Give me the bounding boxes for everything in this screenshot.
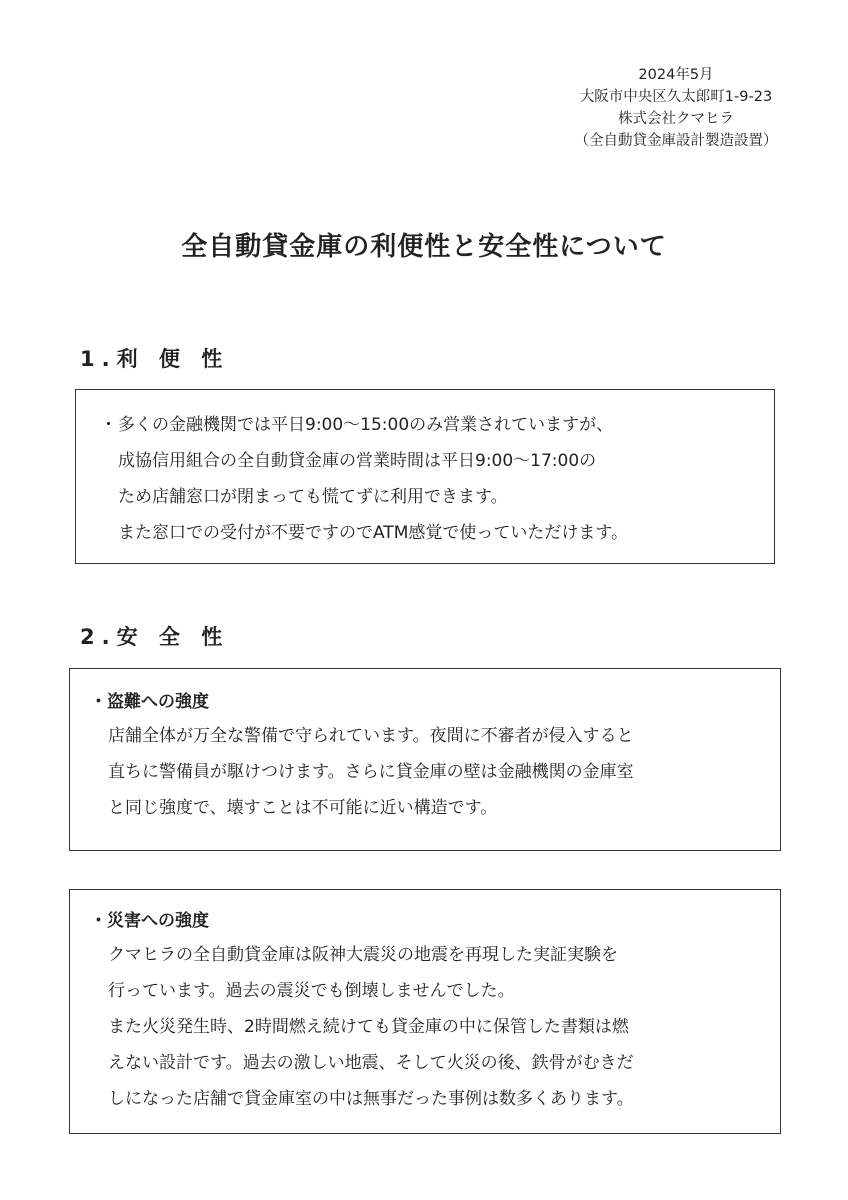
disaster-line-1: クマヒラの全自動貸金庫は阪神大震災の地震を再現した実証実験を <box>108 945 618 965</box>
disaster-line-5: しになった店舗で貸金庫室の中は無事だった事例は数多くあります。 <box>108 1089 634 1109</box>
document-title: 全自動貸金庫の利便性と安全性について <box>181 232 667 262</box>
header-company: 株式会社クマヒラ <box>618 111 734 127</box>
header-date: 2024年5月 <box>638 67 714 83</box>
disaster-line-4: えない設計です。過去の激しい地震、そして火災の後、鉄骨がむきだ <box>108 1053 634 1073</box>
theft-line-3: と同じ強度で、壊すことは不可能に近い構造です。 <box>108 798 498 818</box>
disaster-line-2: 行っています。過去の震災でも倒壊しませんでした。 <box>108 981 515 1001</box>
disaster-heading: ・災害への強度 <box>90 911 209 931</box>
theft-line-1: 店舗全体が万全な警備で守られています。夜間に不審者が侵入すると <box>108 726 634 746</box>
header-address: 大阪市中央区久太郎町1-9-23 <box>579 89 773 105</box>
section-heading-convenience: 1.利 便 性 <box>80 347 230 371</box>
header-company-subtitle: （全自動貸金庫設計製造設置） <box>574 133 778 149</box>
convenience-line-2: 成協信用組合の全自動貸金庫の営業時間は平日9:00〜17:00の <box>118 451 597 471</box>
theft-heading: ・盗難への強度 <box>90 692 209 712</box>
convenience-line-4: また窓口での受付が不要ですのでATM感覚で使っていただけます。 <box>118 523 629 543</box>
theft-line-2: 直ちに警備員が駆けつけます。さらに貸金庫の壁は金融機関の金庫室 <box>108 762 634 782</box>
convenience-line-1: ・多くの金融機関では平日9:00〜15:00のみ営業されていますが、 <box>100 407 752 443</box>
document-header <box>546 64 806 152</box>
bullet-mark: ・ <box>100 415 117 435</box>
disaster-box <box>69 889 781 1134</box>
section-heading-safety: 2.安 全 性 <box>80 625 230 649</box>
disaster-line-3: また火災発生時、2時間燃え続けても貸金庫の中に保管した書類は燃 <box>108 1017 629 1037</box>
convenience-line-3: ため店舗窓口が閉まっても慌てずに利用できます。 <box>118 487 508 507</box>
theft-box <box>69 668 781 851</box>
convenience-box <box>75 389 775 564</box>
